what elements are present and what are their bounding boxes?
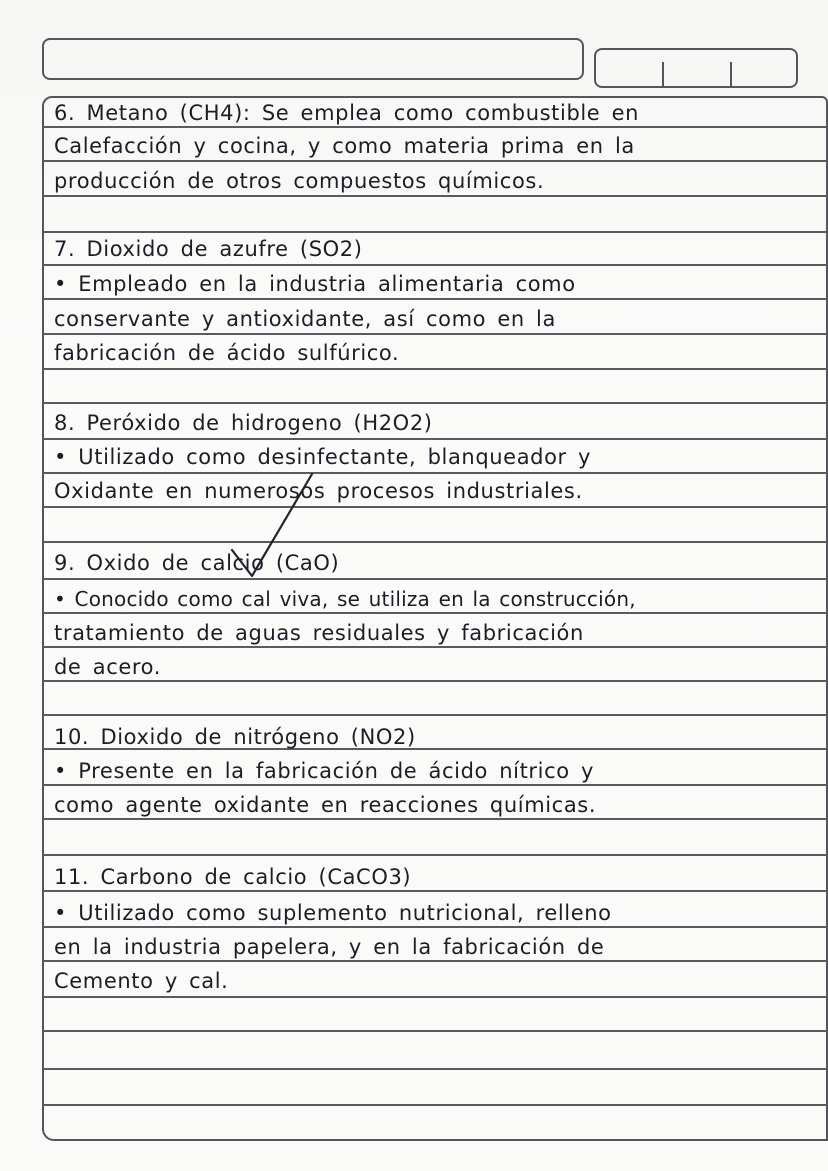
entry-title: 7. Dioxido de azufre (SO2)	[54, 237, 363, 261]
entry-line: tratamiento de aguas residuales y fabricación	[54, 621, 584, 645]
ruled-line	[44, 333, 826, 335]
ruled-line	[44, 960, 826, 962]
lined-sheet	[42, 96, 828, 1141]
entry-title: 10. Dioxido de nitrógeno (NO2)	[54, 725, 416, 749]
ruled-line	[44, 264, 826, 266]
ruled-line	[44, 506, 826, 508]
entry-line: • Presente en la fabricación de ácido nítrico y	[54, 759, 594, 783]
ruled-line	[44, 368, 826, 370]
ruled-line	[44, 472, 826, 474]
header-field-box	[42, 38, 584, 80]
ruled-line	[44, 680, 826, 682]
entry-line: Calefacción y cocina, y como materia prima en la	[54, 134, 635, 158]
ruled-line	[44, 402, 826, 404]
ruled-line	[44, 578, 826, 580]
ruled-line	[44, 195, 826, 197]
entry-line: de acero.	[54, 655, 161, 679]
ruled-line	[44, 996, 826, 998]
ruled-line	[44, 612, 826, 614]
date-divider	[730, 62, 732, 88]
ruled-line	[44, 160, 826, 162]
entry-line: • Empleado en la industria alimentaria como	[54, 272, 576, 296]
entry-line: producción de otros compuestos químicos.	[54, 169, 545, 193]
date-field-box	[594, 48, 798, 88]
entry-line: Oxidante en numerosos procesos industriales.	[54, 479, 583, 503]
entry-line: como agente oxidante en reacciones químicas.	[54, 793, 597, 817]
ruled-line	[44, 298, 826, 300]
ruled-line	[44, 126, 826, 128]
entry-line: Cemento y cal.	[54, 969, 229, 993]
entry-line: conservante y antioxidante, así como en la	[54, 307, 556, 331]
entry-line: • Conocido como cal viva, se utiliza en la construcción,	[54, 587, 636, 611]
ruled-line	[44, 1068, 826, 1070]
date-divider	[662, 62, 664, 88]
ruled-line	[44, 541, 826, 543]
ruled-line	[44, 926, 826, 928]
ruled-line	[44, 1104, 826, 1106]
ruled-line	[44, 890, 826, 892]
entry-line: en la industria papelera, y en la fabricación de	[54, 935, 605, 959]
ruled-line	[44, 646, 826, 648]
entry-line: • Utilizado como suplemento nutricional, relleno	[54, 901, 612, 925]
entry-title: 9. Oxido de calcio (CaO)	[54, 551, 340, 575]
ruled-line	[44, 438, 826, 440]
ruled-line	[44, 231, 826, 233]
ruled-line	[44, 818, 826, 820]
ruled-line	[44, 714, 826, 716]
entry-title: 11. Carbono de calcio (CaCO3)	[54, 865, 412, 889]
ruled-line	[44, 854, 826, 856]
entry-title: 8. Peróxido de hidrogeno (H2O2)	[54, 411, 433, 435]
entry-line: • Utilizado como desinfectante, blanqueador y	[54, 445, 592, 469]
entry-title: 6. Metano (CH4): Se emplea como combustible en	[54, 101, 640, 125]
ruled-line	[44, 1030, 826, 1032]
entry-line: fabricación de ácido sulfúrico.	[54, 341, 400, 365]
check-mark-icon	[228, 470, 318, 590]
ruled-line	[44, 784, 826, 786]
